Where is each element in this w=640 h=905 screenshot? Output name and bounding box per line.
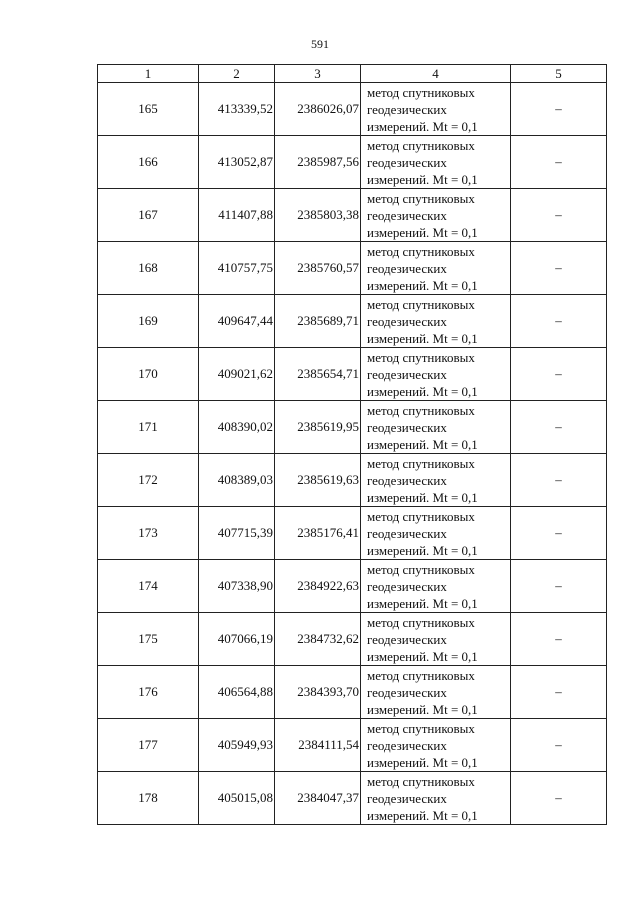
point-number-cell: 174 <box>98 560 199 613</box>
method-line: измерений. Mt = 0,1 <box>367 383 478 399</box>
column-header-1: 1 <box>98 65 199 83</box>
method-line: геодезических <box>367 578 447 594</box>
column-header-5: 5 <box>511 65 607 83</box>
point-number-cell: 176 <box>98 666 199 719</box>
note-cell: – <box>511 136 607 189</box>
method-cell <box>361 772 511 825</box>
table-row <box>98 401 607 454</box>
table-row <box>98 507 607 560</box>
point-number-cell: 175 <box>98 613 199 666</box>
method-line: метод спутниковых <box>367 349 475 365</box>
method-line: метод спутниковых <box>367 296 475 312</box>
table-row <box>98 136 607 189</box>
method-line: измерений. Mt = 0,1 <box>367 277 478 293</box>
x-coordinate-cell: 410757,75 <box>199 242 275 295</box>
method-line: метод спутниковых <box>367 402 475 418</box>
y-coordinate-cell: 2385176,41 <box>275 507 361 560</box>
x-coordinate-cell: 411407,88 <box>199 189 275 242</box>
table-row <box>98 772 607 825</box>
note-cell: – <box>511 719 607 772</box>
method-line: измерений. Mt = 0,1 <box>367 489 478 505</box>
table-row <box>98 560 607 613</box>
method-line: геодезических <box>367 207 447 223</box>
method-line: геодезических <box>367 313 447 329</box>
note-cell: – <box>511 83 607 136</box>
note-cell: – <box>511 454 607 507</box>
method-cell <box>361 401 511 454</box>
method-line: измерений. Mt = 0,1 <box>367 436 478 452</box>
method-line: метод спутниковых <box>367 243 475 259</box>
method-cell <box>361 454 511 507</box>
table-row <box>98 454 607 507</box>
method-line: геодезических <box>367 101 447 117</box>
method-line: измерений. Mt = 0,1 <box>367 118 478 134</box>
method-cell <box>361 189 511 242</box>
note-cell: – <box>511 666 607 719</box>
y-coordinate-cell: 2385803,38 <box>275 189 361 242</box>
column-header-4: 4 <box>361 65 511 83</box>
y-coordinate-cell: 2384393,70 <box>275 666 361 719</box>
method-line: метод спутниковых <box>367 190 475 206</box>
note-cell: – <box>511 507 607 560</box>
method-line: геодезических <box>367 366 447 382</box>
x-coordinate-cell: 407066,19 <box>199 613 275 666</box>
x-coordinate-cell: 413339,52 <box>199 83 275 136</box>
note-cell: – <box>511 401 607 454</box>
method-line: геодезических <box>367 154 447 170</box>
method-line: геодезических <box>367 472 447 488</box>
note-cell: – <box>511 348 607 401</box>
table-row <box>98 295 607 348</box>
point-number-cell: 170 <box>98 348 199 401</box>
method-line: геодезических <box>367 260 447 276</box>
method-line: измерений. Mt = 0,1 <box>367 701 478 717</box>
x-coordinate-cell: 406564,88 <box>199 666 275 719</box>
y-coordinate-cell: 2386026,07 <box>275 83 361 136</box>
note-cell: – <box>511 772 607 825</box>
method-line: измерений. Mt = 0,1 <box>367 807 478 823</box>
x-coordinate-cell: 408389,03 <box>199 454 275 507</box>
x-coordinate-cell: 405949,93 <box>199 719 275 772</box>
table-body <box>98 83 607 825</box>
method-line: геодезических <box>367 525 447 541</box>
method-line: метод спутниковых <box>367 455 475 471</box>
coordinates-table <box>97 64 607 825</box>
method-cell <box>361 83 511 136</box>
column-header-2: 2 <box>199 65 275 83</box>
method-cell <box>361 560 511 613</box>
method-line: метод спутниковых <box>367 508 475 524</box>
note-cell: – <box>511 613 607 666</box>
method-line: измерений. Mt = 0,1 <box>367 171 478 187</box>
y-coordinate-cell: 2385760,57 <box>275 242 361 295</box>
x-coordinate-cell: 413052,87 <box>199 136 275 189</box>
method-line: геодезических <box>367 790 447 806</box>
method-cell <box>361 719 511 772</box>
x-coordinate-cell: 407338,90 <box>199 560 275 613</box>
method-line: измерений. Mt = 0,1 <box>367 542 478 558</box>
y-coordinate-cell: 2385987,56 <box>275 136 361 189</box>
point-number-cell: 178 <box>98 772 199 825</box>
table-row <box>98 83 607 136</box>
x-coordinate-cell: 405015,08 <box>199 772 275 825</box>
method-line: измерений. Mt = 0,1 <box>367 648 478 664</box>
y-coordinate-cell: 2384922,63 <box>275 560 361 613</box>
x-coordinate-cell: 407715,39 <box>199 507 275 560</box>
method-line: геодезических <box>367 737 447 753</box>
point-number-cell: 166 <box>98 136 199 189</box>
method-cell <box>361 507 511 560</box>
method-line: метод спутниковых <box>367 667 475 683</box>
method-line: метод спутниковых <box>367 137 475 153</box>
note-cell: – <box>511 560 607 613</box>
method-cell <box>361 613 511 666</box>
method-line: метод спутниковых <box>367 773 475 789</box>
y-coordinate-cell: 2385619,63 <box>275 454 361 507</box>
y-coordinate-cell: 2385654,71 <box>275 348 361 401</box>
y-coordinate-cell: 2385689,71 <box>275 295 361 348</box>
table-row <box>98 666 607 719</box>
method-line: метод спутниковых <box>367 720 475 736</box>
method-cell <box>361 295 511 348</box>
method-line: измерений. Mt = 0,1 <box>367 330 478 346</box>
table-row <box>98 348 607 401</box>
table-row <box>98 242 607 295</box>
method-line: метод спутниковых <box>367 614 475 630</box>
point-number-cell: 172 <box>98 454 199 507</box>
page-number: 591 <box>311 37 329 51</box>
method-line: геодезических <box>367 631 447 647</box>
method-line: метод спутниковых <box>367 84 475 100</box>
point-number-cell: 165 <box>98 83 199 136</box>
note-cell: – <box>511 295 607 348</box>
table-row <box>98 719 607 772</box>
point-number-cell: 177 <box>98 719 199 772</box>
point-number-cell: 173 <box>98 507 199 560</box>
method-line: геодезических <box>367 684 447 700</box>
method-line: измерений. Mt = 0,1 <box>367 224 478 240</box>
note-cell: – <box>511 189 607 242</box>
point-number-cell: 171 <box>98 401 199 454</box>
table-row <box>98 613 607 666</box>
y-coordinate-cell: 2385619,95 <box>275 401 361 454</box>
table-row <box>98 189 607 242</box>
method-cell <box>361 242 511 295</box>
method-cell <box>361 136 511 189</box>
x-coordinate-cell: 409647,44 <box>199 295 275 348</box>
method-cell <box>361 666 511 719</box>
column-header-3: 3 <box>275 65 361 83</box>
header-row <box>98 65 607 83</box>
point-number-cell: 169 <box>98 295 199 348</box>
method-line: геодезических <box>367 419 447 435</box>
method-line: метод спутниковых <box>367 561 475 577</box>
method-line: измерений. Mt = 0,1 <box>367 754 478 770</box>
x-coordinate-cell: 408390,02 <box>199 401 275 454</box>
y-coordinate-cell: 2384047,37 <box>275 772 361 825</box>
point-number-cell: 168 <box>98 242 199 295</box>
method-cell <box>361 348 511 401</box>
x-coordinate-cell: 409021,62 <box>199 348 275 401</box>
note-cell: – <box>511 242 607 295</box>
y-coordinate-cell: 2384732,62 <box>275 613 361 666</box>
method-line: измерений. Mt = 0,1 <box>367 595 478 611</box>
point-number-cell: 167 <box>98 189 199 242</box>
y-coordinate-cell: 2384111,54 <box>275 719 361 772</box>
